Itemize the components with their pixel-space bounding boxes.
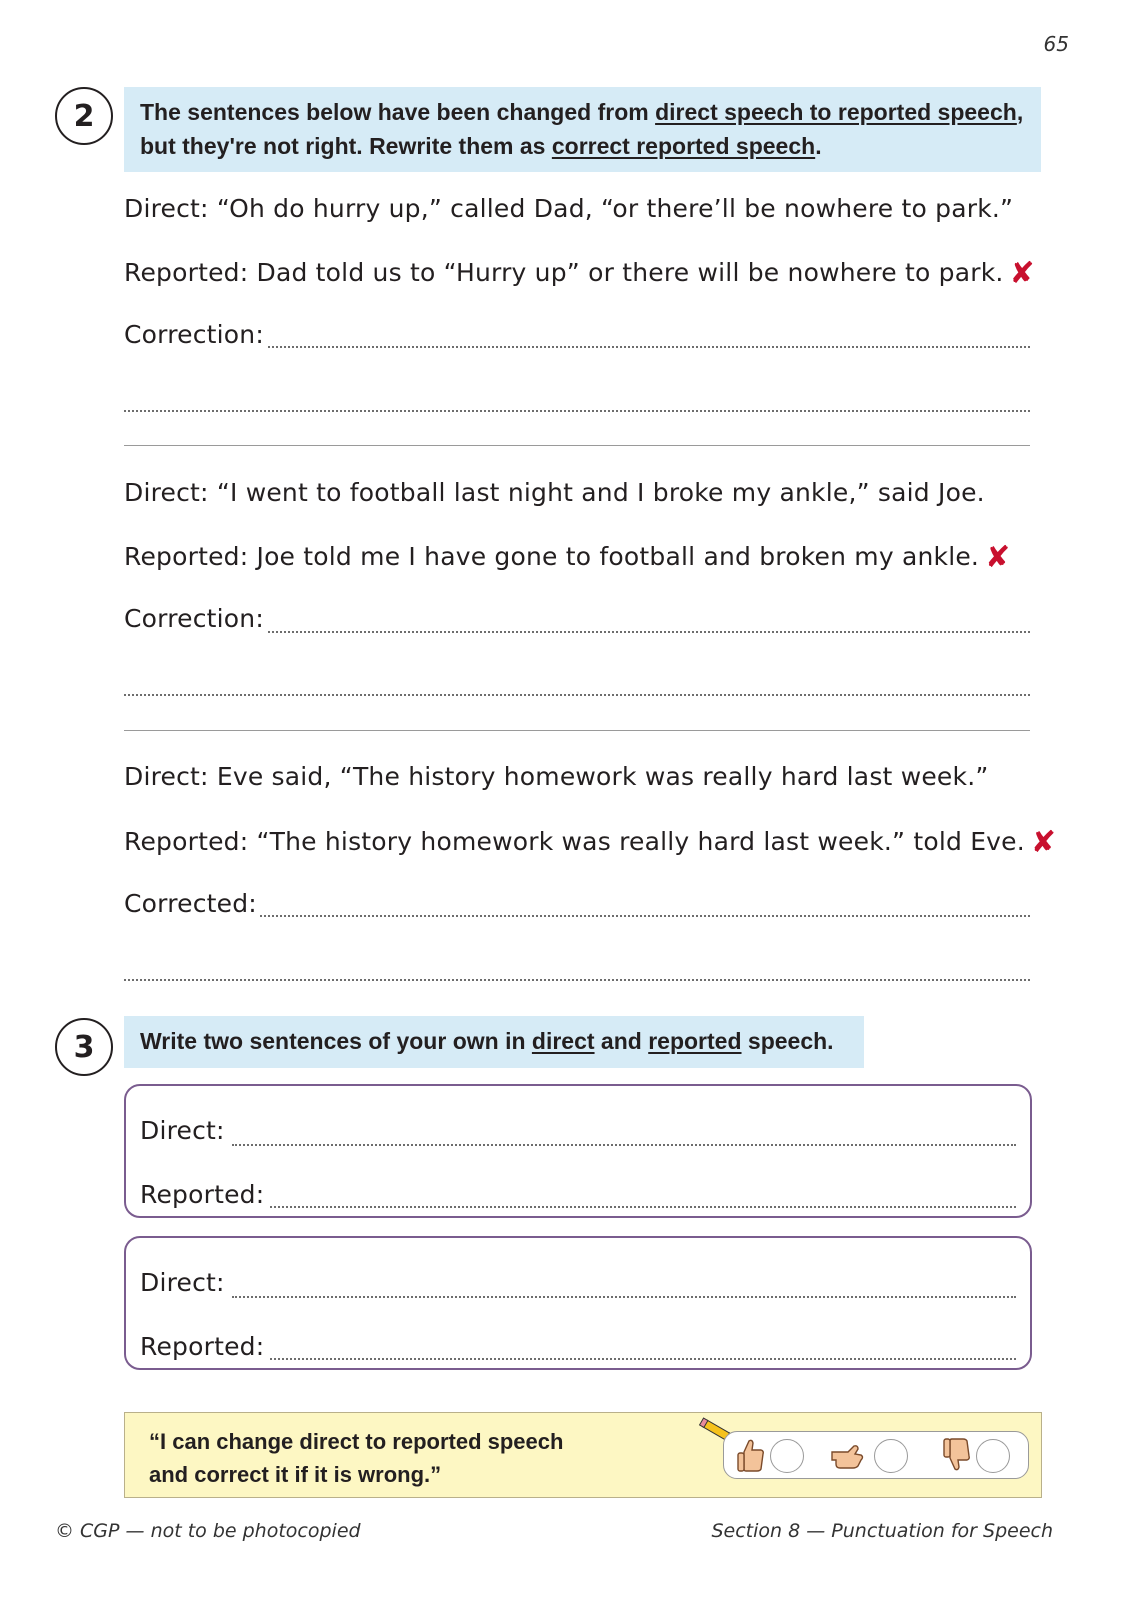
rating-circle-1[interactable] (770, 1439, 804, 1473)
q2-instr-underline1: direct speech to reported speech (655, 99, 1017, 125)
self-assessment-card (124, 1412, 1042, 1498)
item2-answer-line-1[interactable] (268, 631, 1030, 633)
box1-reported-label: Reported: (140, 1180, 265, 1209)
rating-circle-3[interactable] (976, 1439, 1010, 1473)
q3-instr-underline2: reported (648, 1028, 742, 1054)
box1-reported-line[interactable] (270, 1206, 1016, 1208)
q3-instr-part1: Write two sentences of your own in (140, 1028, 532, 1054)
item1-answer-line-2[interactable] (124, 410, 1030, 412)
q3-instr-underline1: direct (531, 1028, 595, 1054)
item3-answer-line-1[interactable] (260, 915, 1030, 917)
item2-correction-label: Correction: (124, 604, 264, 633)
footer-copyright: © CGP — not to be photocopied (55, 1520, 361, 1542)
q2-instr-part2: , (1016, 99, 1024, 125)
self-assessment-text (149, 1425, 563, 1491)
rating-panel (723, 1431, 1029, 1479)
box2-reported-label: Reported: (140, 1332, 265, 1361)
page-number: 65 (1043, 32, 1069, 56)
item2-answer-line-2[interactable] (124, 694, 1030, 696)
self-assessment-line2: and correct it if it is wrong.” (149, 1462, 442, 1487)
cross-mark-icon: ✘ (985, 540, 1011, 575)
answer-box-1 (124, 1084, 1032, 1218)
item1-answer-line-1[interactable] (268, 346, 1030, 348)
thumbs-down-icon[interactable] (942, 1436, 972, 1474)
q2-instr-part1: The sentences below have been changed from (140, 99, 656, 125)
box1-direct-line[interactable] (232, 1144, 1016, 1146)
divider (124, 445, 1030, 446)
question-2-number: 2 (55, 87, 113, 145)
rating-circle-2[interactable] (874, 1439, 908, 1473)
cross-mark-icon: ✘ (1009, 256, 1035, 291)
box2-direct-line[interactable] (232, 1296, 1016, 1298)
item1-direct: Direct: “Oh do hurry up,” called Dad, “or there’ll be nowhere to park.” (124, 194, 1014, 223)
item1-reported: Reported: Dad told us to “Hurry up” or there will be nowhere to park. (124, 258, 1004, 287)
question-3-instruction (124, 1016, 864, 1068)
item2-direct: Direct: “I went to football last night and I broke my ankle,” said Joe. (124, 478, 985, 507)
item2-reported-row (124, 540, 1011, 575)
footer-section: Section 8 — Punctuation for Speech (711, 1520, 1053, 1542)
cross-mark-icon: ✘ (1030, 825, 1057, 860)
q3-instr-part2: and (594, 1028, 649, 1054)
thumbs-sideways-icon[interactable] (828, 1442, 866, 1470)
box1-direct-label: Direct: (140, 1116, 225, 1145)
item1-reported-row (124, 256, 1035, 291)
thumbs-up-icon[interactable] (736, 1438, 766, 1474)
self-assessment-line1: “I can change direct to reported speech (149, 1429, 564, 1454)
box2-direct-label: Direct: (140, 1268, 225, 1297)
box2-reported-line[interactable] (270, 1358, 1016, 1360)
question-2-instruction (124, 87, 1041, 172)
item1-correction-label: Correction: (124, 320, 264, 349)
item3-direct: Direct: Eve said, “The history homework was really hard last week.” (124, 762, 989, 791)
item3-answer-line-2[interactable] (124, 979, 1030, 981)
item3-reported: Reported: “The history homework was really hard last week.” told Eve. (124, 827, 1025, 856)
q2-instr-underline2: correct reported speech (551, 133, 816, 159)
q3-instr-part3: speech. (741, 1028, 834, 1054)
q2-instr-part3: but they're not right. Rewrite them as (140, 133, 552, 159)
item3-reported-row (124, 825, 1057, 860)
answer-box-2 (124, 1236, 1032, 1370)
question-3-number: 3 (55, 1018, 113, 1076)
item2-reported: Reported: Joe told me I have gone to football and broken my ankle. (124, 542, 980, 571)
q2-instr-part4: . (815, 133, 822, 159)
item3-correction-label: Corrected: (124, 889, 257, 918)
divider (124, 730, 1030, 731)
